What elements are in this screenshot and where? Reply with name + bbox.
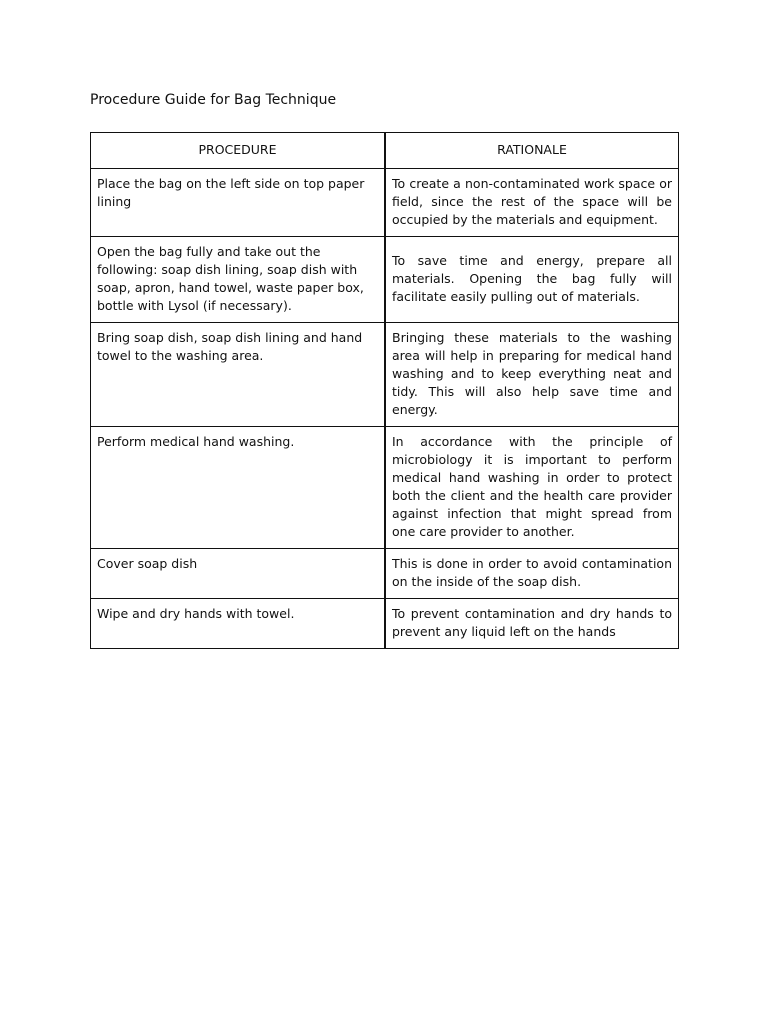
procedure-cell: Place the bag on the left side on top paper lining [91,169,386,237]
table-row [91,549,679,599]
procedure-cell: Open the bag fully and take out the following: soap dish lining, soap dish with soap, apron, hand towel, waste paper box, bottle with Lysol (if necessary). [91,237,386,323]
procedure-cell: Perform medical hand washing. [91,427,386,549]
table-header-row [91,133,679,169]
procedure-cell: Wipe and dry hands with towel. [91,599,386,649]
procedure-cell: Bring soap dish, soap dish lining and hand towel to the washing area. [91,323,386,427]
procedure-table [90,132,679,649]
table-row [91,599,679,649]
document-title: Procedure Guide for Bag Technique [90,92,337,108]
rationale-cell: In accordance with the principle of microbiology it is important to perform medical hand washing in order to protect both the client and the health care provider against infection that might spread from one care provider to another. [385,427,679,549]
rationale-cell: To prevent contamination and dry hands to prevent any liquid left on the hands [385,599,679,649]
table-row [91,323,679,427]
rationale-cell: To save time and energy, prepare all materials. Opening the bag fully will facilitate easily pulling out of materials. [385,237,679,323]
header-procedure: PROCEDURE [91,133,386,169]
table-row [91,169,679,237]
table-row [91,237,679,323]
rationale-cell: Bringing these materials to the washing area will help in preparing for medical hand washing and to keep everything neat and tidy. This will also help save time and energy. [385,323,679,427]
rationale-cell: To create a non-contaminated work space or field, since the rest of the space will be occupied by the materials and equipment. [385,169,679,237]
procedure-cell: Cover soap dish [91,549,386,599]
header-rationale: RATIONALE [385,133,679,169]
rationale-cell: This is done in order to avoid contamination on the inside of the soap dish. [385,549,679,599]
table-row [91,427,679,549]
